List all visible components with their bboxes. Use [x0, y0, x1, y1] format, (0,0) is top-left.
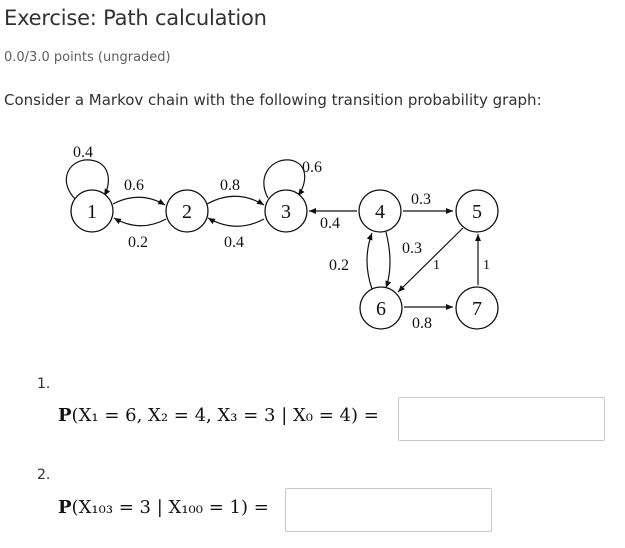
edge-5-6 — [398, 228, 463, 292]
svg-text:5: 5 — [472, 201, 482, 223]
label-5-6: 1 — [433, 258, 440, 273]
state-node-2 — [166, 190, 208, 232]
edge-2-3 — [207, 196, 264, 205]
state-node-4 — [359, 190, 401, 232]
label-7-5: 1 — [483, 258, 490, 273]
label-4-3: 0.4 — [320, 215, 340, 232]
question-prompt: Consider a Markov chain with the following transition probability graph: — [4, 91, 542, 109]
svg-text:3: 3 — [281, 201, 291, 223]
state-node-3 — [265, 190, 307, 232]
label-3-3: 0.6 — [302, 159, 322, 176]
state-node-6 — [360, 287, 402, 329]
question-1-expression: (X₁ = 6, X₂ = 4, X₃ = 3 | X₀ = 4) = — [71, 405, 379, 426]
question-2-number: 2. — [37, 467, 51, 483]
svg-text:1: 1 — [87, 201, 97, 223]
question-1-number: 1. — [37, 376, 51, 392]
question-1-answer-input[interactable] — [398, 397, 605, 441]
state-node-1 — [71, 190, 113, 232]
edge-4-6 — [386, 232, 390, 288]
points-label: 0.0/3.0 points (ungraded) — [4, 50, 171, 65]
label-4-5: 0.3 — [411, 191, 431, 208]
label-2-1: 0.2 — [128, 234, 148, 251]
svg-text:6: 6 — [376, 298, 386, 320]
label-4-6: 0.3 — [402, 240, 422, 257]
probability-symbol: P — [58, 497, 72, 518]
label-1-1: 0.4 — [73, 144, 93, 161]
edge-3-2 — [208, 218, 264, 226]
edge-6-4 — [367, 233, 372, 289]
question-2-expression: (X₁₀₃ = 3 | X₁₀₀ = 1) = — [71, 497, 269, 518]
svg-text:7: 7 — [472, 298, 482, 320]
label-1-2: 0.6 — [124, 177, 144, 194]
svg-text:2: 2 — [182, 201, 192, 223]
state-node-7 — [456, 287, 498, 329]
label-2-3: 0.8 — [220, 177, 240, 194]
question-2-formula — [58, 497, 269, 518]
edge-2-1 — [114, 218, 166, 226]
edge-1-2 — [113, 197, 165, 205]
question-2-answer-input[interactable] — [285, 488, 492, 532]
label-6-7: 0.8 — [412, 315, 432, 332]
probability-symbol: P — [58, 405, 72, 426]
exercise-title: Exercise: Path calculation — [4, 6, 267, 30]
state-node-5 — [456, 190, 498, 232]
label-6-4: 0.2 — [329, 257, 349, 274]
label-3-2: 0.4 — [224, 234, 244, 251]
svg-text:4: 4 — [375, 201, 385, 223]
question-1-formula — [58, 405, 379, 426]
